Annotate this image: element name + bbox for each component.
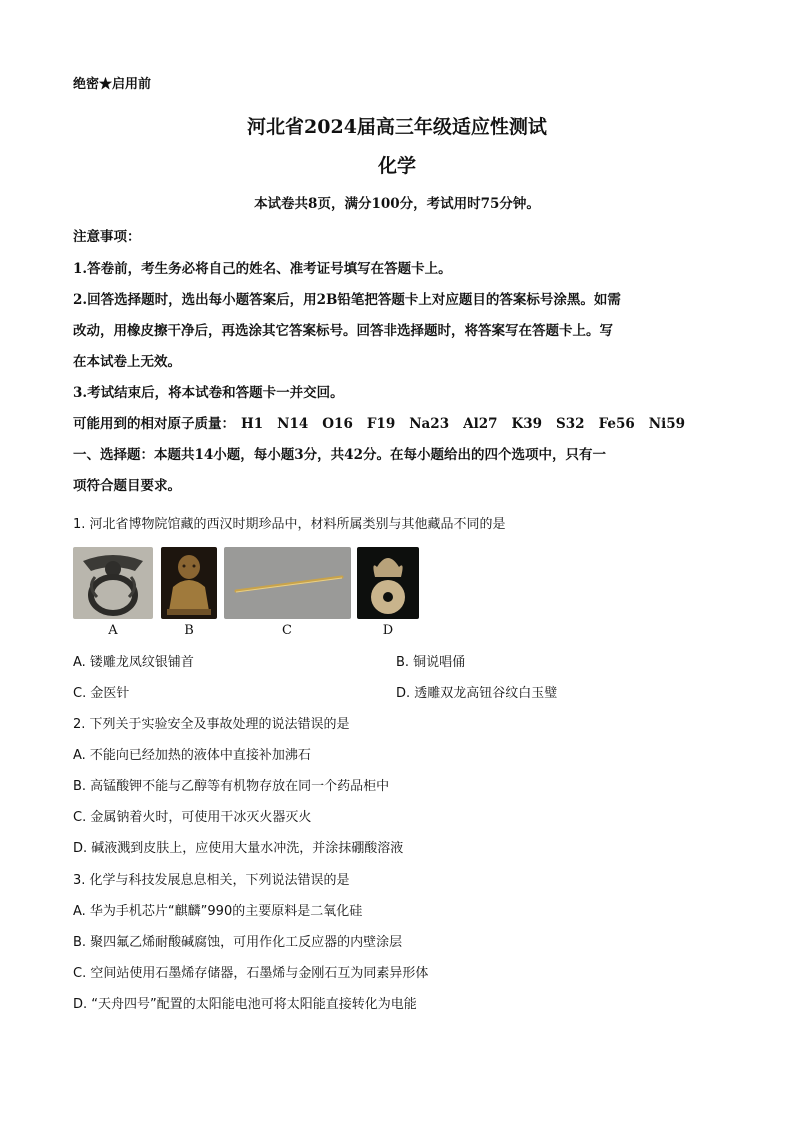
q2-option-c: C. 金属钠着火时，可使用干冰灭火器灭火 <box>73 810 312 825</box>
note-2-line-1: 2.回答选择题时，选出每小题答案后，用2B铅笔把答题卡上对应题目的答案标号涂黑。如需 <box>73 292 621 308</box>
image-label-c: C <box>282 623 292 638</box>
subject-title: 化学 <box>377 155 416 177</box>
q3-option-a: A. 华为手机芯片“麒麟”990的主要原料是二氧化硅 <box>73 904 363 919</box>
image-label-d: D <box>382 623 394 638</box>
q1-option-a: A. 镂雕龙凤纹银铺首 <box>73 655 194 670</box>
confidential-mark: 绝密★启用前 <box>73 77 152 92</box>
jade-disc-image <box>357 547 419 619</box>
note-3: 3.考试结束后，将本试卷和答题卡一并交回。 <box>73 385 344 401</box>
exam-info: 本试卷共8页，满分100分，考试用时75分钟。 <box>254 196 540 212</box>
question-2-stem: 2. 下列关于实验安全及事故处理的说法错误的是 <box>73 717 350 732</box>
note-2-line-3: 在本试卷上无效。 <box>73 354 181 370</box>
q3-option-d: D. “天舟四号”配置的太阳能电池可将太阳能直接转化为电能 <box>73 997 417 1012</box>
exam-title: 河北省2024届高三年级适应性测试 <box>247 116 547 138</box>
note-2-line-2: 改动，用橡皮擦干净后，再选涂其它答案标号。回答非选择题时，将答案写在答题卡上。写 <box>73 323 613 339</box>
note-1: 1.答卷前，考生务必将自己的姓名、准考证号填写在答题卡上。 <box>73 261 452 277</box>
atomic-masses-label: 可能用到的相对原子质量： <box>73 416 235 432</box>
q1-option-c: C. 金医针 <box>73 686 130 701</box>
mass-al: Al27 <box>463 416 498 432</box>
mass-k: K39 <box>511 416 543 432</box>
image-label-b: B <box>184 623 194 638</box>
q1-option-d: D. 透雕双龙高钮谷纹白玉璧 <box>396 686 558 701</box>
mass-f: F19 <box>366 416 396 432</box>
silver-door-knocker-image <box>73 547 153 619</box>
mass-h: H1 <box>241 416 264 432</box>
mass-ni: Ni59 <box>648 416 686 432</box>
mass-n: N14 <box>277 416 309 432</box>
mass-na: Na23 <box>409 416 450 432</box>
image-label-a: A <box>108 623 118 638</box>
q2-option-b: B. 高锰酸钾不能与乙醇等有机物存放在同一个药品柜中 <box>73 779 390 794</box>
q2-option-d: D. 碱液溅到皮肤上，应使用大量水冲洗，并涂抹硼酸溶液 <box>73 841 404 856</box>
mass-o: O16 <box>322 416 353 432</box>
section-heading-line-1: 一、选择题：本题共14小题，每小题3分，共42分。在每小题给出的四个选项中，只有一 <box>73 447 606 463</box>
question-3-stem: 3. 化学与科技发展息息相关，下列说法错误的是 <box>73 873 350 888</box>
q3-option-c: C. 空间站使用石墨烯存储器，石墨烯与金刚石互为同素异形体 <box>73 966 429 981</box>
section-heading-line-2: 项符合题目要求。 <box>73 478 181 494</box>
gold-needle-image <box>224 547 351 619</box>
notes-heading: 注意事项： <box>73 229 141 245</box>
q3-option-b: B. 聚四氟乙烯耐酸碱腐蚀，可用作化工反应器的内壁涂层 <box>73 935 403 950</box>
mass-fe: Fe56 <box>598 416 635 432</box>
bronze-figurine-image <box>161 547 217 619</box>
atomic-masses <box>73 412 699 432</box>
q2-option-a: A. 不能向已经加热的液体中直接补加沸石 <box>73 748 311 763</box>
mass-s: S32 <box>556 416 585 432</box>
question-1-stem: 1. 河北省博物院馆藏的西汉时期珍品中，材料所属类别与其他藏品不同的是 <box>73 517 506 532</box>
q1-option-b: B. 铜说唱俑 <box>396 655 466 670</box>
